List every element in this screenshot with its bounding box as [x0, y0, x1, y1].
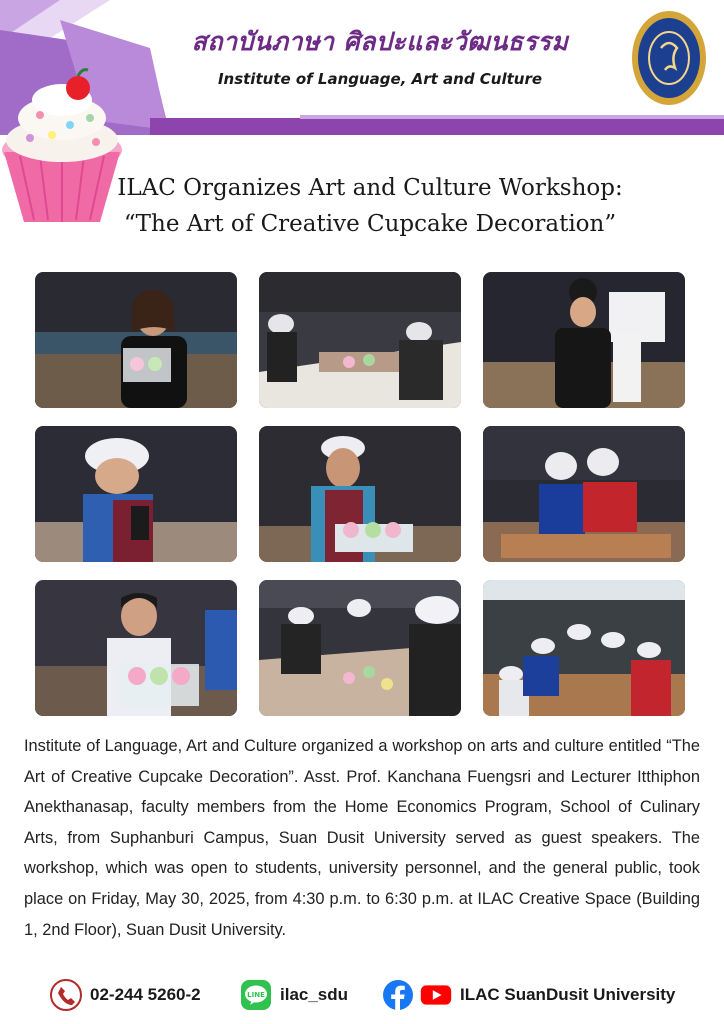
- photo-participants-decorating-table: [259, 272, 461, 408]
- photo-woman-showing-cupcakes: [259, 426, 461, 562]
- social-contact[interactable]: [382, 978, 675, 1012]
- photo-chef-speaker-with-microphone: [483, 272, 685, 408]
- suan-dusit-university-seal-icon: [631, 10, 707, 106]
- english-institute-subtitle: Institute of Language, Art and Culture: [217, 70, 543, 88]
- phone-icon: [50, 979, 82, 1011]
- photo-child-with-cupcakes: [35, 580, 237, 716]
- photo-group-working-at-table: [259, 580, 461, 716]
- line-id: ilac_sdu: [280, 985, 349, 1004]
- headline-line-2: “The Art of Creative Cupcake Decoration”: [123, 211, 617, 237]
- facebook-icon: [382, 979, 414, 1011]
- headline-line-1: ILAC Organizes Art and Culture Workshop:: [117, 175, 623, 201]
- social-account-name: ILAC SuanDusit University: [460, 985, 676, 1004]
- photo-two-participants-smiling: [483, 426, 685, 562]
- thai-institute-title: สถาบันภาษา ศิลปะและวัฒนธรรม: [191, 27, 569, 56]
- headline: [70, 170, 670, 242]
- photo-group-photo-participants: [483, 580, 685, 716]
- photo-boy-piping-cream: [35, 426, 237, 562]
- line-icon-label: LINE: [247, 991, 265, 999]
- photo-woman-holding-cupcake-box: [35, 272, 237, 408]
- phone-contact[interactable]: [50, 978, 201, 1012]
- photo-grid: [35, 272, 685, 716]
- youtube-icon: [420, 979, 452, 1011]
- article-body: Institute of Language, Art and Culture organized a workshop on arts and culture entitled “The Art of Creative Cupcake Decoration”. Asst. Prof. Kanchana Fuengsri and Lecturer Itthiphon Anekthanasap, faculty members from the Home Economics Program, School of Culinary Arts, from Suphanburi Campus, Suan Dusit University served as guest speakers. The workshop, which was open to students, university personnel, and the general public, took place on Friday, May 30, 2025, from 4:30 p.m. to 6:30 p.m. at ILAC Creative Space (Building 1, 2nd Floor), Suan Dusit University.: [24, 737, 700, 939]
- phone-number: 02-244 5260-2: [90, 985, 201, 1004]
- line-contact[interactable]: [240, 978, 348, 1012]
- contact-footer: [0, 978, 724, 1014]
- line-app-icon: [240, 979, 272, 1011]
